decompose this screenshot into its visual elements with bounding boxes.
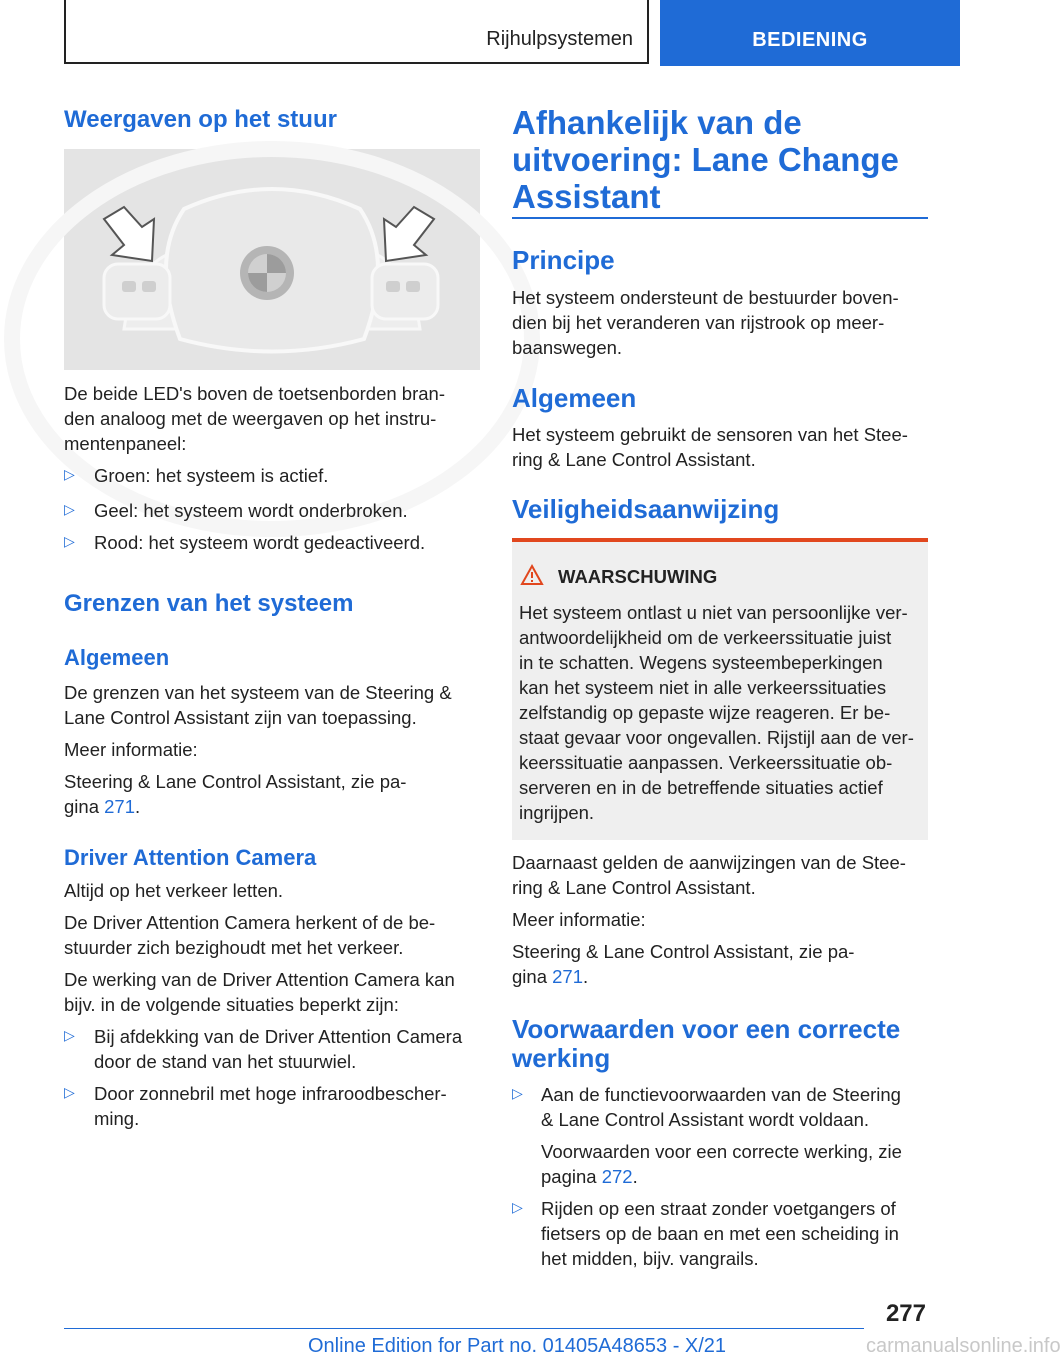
lane-change-heading-line-2: uitvoering: Lane Change	[512, 141, 899, 178]
warning-line-4: kan het systeem niet in alle verkeerssituaties	[519, 677, 887, 698]
chapter-tab-label: BEDIENING	[752, 29, 868, 51]
warning-line-8: serveren en in de betreffende situaties actief	[519, 777, 883, 798]
general-heading: Algemeen	[512, 383, 637, 413]
dac-item-1-line-1: Bij afdekking van de Driver Attention Camera	[94, 1026, 463, 1047]
dac-item-2-line-1: Door zonnebril met hoge infraroodbescher-	[94, 1083, 447, 1104]
dac-text-1: Altijd op het verkeer letten.	[64, 880, 284, 901]
led-intro-line-3: mentenpaneel:	[64, 433, 187, 454]
ref-line-2-right	[512, 964, 588, 989]
cond-sub-prefix: pagina	[541, 1166, 602, 1187]
cond-item-2-line-3: het midden, bijv. vangrails.	[541, 1248, 759, 1269]
status-item-red: Rood: het systeem wordt gedeactiveerd.	[94, 532, 426, 553]
principle-line-3: baanswegen.	[512, 337, 623, 358]
dac-text-3-line-1: De werking van de Driver Attention Camera kan	[64, 969, 455, 990]
more-info-label: Meer informatie:	[64, 739, 198, 760]
more-info-label-right: Meer informatie:	[512, 909, 646, 930]
page-link-272[interactable]: 272	[601, 1166, 633, 1187]
led-intro-line-2: den analoog met de weergaven op het instru-	[64, 408, 437, 429]
driver-attention-heading: Driver Attention Camera	[64, 845, 317, 870]
footer-rule	[64, 1328, 864, 1329]
conditions-heading-line-2: werking	[512, 1043, 611, 1073]
safety-heading: Veiligheidsaanwijzing	[512, 494, 780, 524]
principle-line-1: Het systeem ondersteunt de bestuurder boven-	[512, 287, 899, 308]
warning-box	[512, 538, 928, 840]
ref-line-1: Steering & Lane Control Assistant, zie pa-	[64, 771, 407, 792]
cond-item-1-line-1: Aan de functievoorwaarden van de Steering	[541, 1084, 901, 1105]
page-link-271-right[interactable]: 271	[552, 966, 583, 987]
section-title: Rijhulpsystemen	[486, 28, 633, 50]
status-item-green: Groen: het systeem is actief.	[94, 465, 329, 486]
steering-wheel-illustration	[64, 149, 480, 370]
cond-item-1-sub-line-1: Voorwaarden voor een correcte werking, zie	[541, 1141, 902, 1162]
bullet-triangle-icon: ▷	[64, 1084, 75, 1100]
general-line-2: ring & Lane Control Assistant.	[512, 449, 756, 470]
ref-prefix: gina	[64, 796, 105, 817]
chapter-tab[interactable]	[660, 0, 960, 66]
warning-line-6: staat gevaar voor ongevallen. Rijstijl aan de ver-	[519, 727, 914, 748]
watermark: carmanualsonline.info	[866, 1335, 1061, 1357]
principle-line-2: dien bij het veranderen van rijstrook op meer-	[512, 312, 885, 333]
dac-text-3-line-2: bijv. in de volgende situaties beperkt zijn:	[64, 994, 399, 1015]
heading-rule	[512, 217, 928, 219]
bullet-triangle-icon: ▷	[512, 1085, 523, 1101]
cond-item-1-line-2: & Lane Control Assistant wordt voldaan.	[541, 1109, 870, 1130]
page-number: 277	[885, 1300, 926, 1327]
warning-triangle-icon	[520, 564, 544, 586]
cond-item-1-sub-line-2	[541, 1164, 638, 1189]
lane-change-heading-line-1: Afhankelijk van de	[512, 104, 802, 141]
limits-general-heading: Algemeen	[64, 645, 170, 670]
bullet-triangle-icon: ▷	[64, 533, 75, 549]
ref-suffix: .	[135, 796, 141, 817]
warning-line-7: keerssituatie aanpassen. Verkeerssituatie ob-	[519, 752, 893, 773]
ref-suffix-right: .	[583, 966, 589, 987]
ref-line-1-right: Steering & Lane Control Assistant, zie pa-	[512, 941, 855, 962]
dac-item-2-line-2: ming.	[94, 1108, 140, 1129]
status-item-yellow: Geel: het systeem wordt onderbroken.	[94, 500, 408, 521]
dac-text-2-line-2: stuurder zich bezighoudt met het verkeer.	[64, 937, 404, 958]
lane-change-heading-line-3: Assistant	[512, 178, 661, 215]
page-link-271[interactable]: 271	[104, 796, 135, 817]
warning-label: WAARSCHUWING	[558, 566, 718, 587]
cond-item-2-line-1: Rijden op een straat zonder voetgangers of	[541, 1198, 896, 1219]
dac-text-2-line-1: De Driver Attention Camera herkent of de be-	[64, 912, 436, 933]
limits-text-line-1: De grenzen van het systeem van de Steering &	[64, 682, 452, 703]
general-line-1: Het systeem gebruikt de sensoren van het Stee-	[512, 424, 908, 445]
also-line-1: Daarnaast gelden de aanwijzingen van de Stee-	[512, 852, 906, 873]
also-line-2: ring & Lane Control Assistant.	[512, 877, 756, 898]
bullet-triangle-icon: ▷	[64, 501, 75, 517]
warning-line-2: antwoordelijkheid om de verkeerssituatie juist	[519, 627, 892, 648]
limits-text-line-2: Lane Control Assistant zijn van toepassing.	[64, 707, 417, 728]
footer-edition: Online Edition for Part no. 01405A48653 - X/21	[308, 1335, 727, 1357]
warning-line-3: in te schatten. Wegens systeembeperkingen	[519, 652, 883, 673]
principle-heading: Principe	[512, 245, 615, 275]
steering-display-heading: Weergaven op het stuur	[64, 106, 337, 133]
ref-line-2	[64, 794, 140, 819]
system-limits-heading: Grenzen van het systeem	[64, 590, 354, 617]
ref-prefix-right: gina	[512, 966, 553, 987]
cond-item-2-line-2: fietsers op de baan en met een scheiding in	[541, 1223, 899, 1244]
cond-sub-suffix: .	[632, 1166, 638, 1187]
warning-line-5: zelfstandig op gepaste wijze reageren. Er be-	[519, 702, 891, 723]
dac-item-1-line-2: door de stand van het stuurwiel.	[94, 1051, 357, 1072]
bullet-triangle-icon: ▷	[64, 466, 75, 482]
bullet-triangle-icon: ▷	[64, 1027, 75, 1043]
steering-wheel-figure	[64, 149, 480, 370]
header-frame	[64, 0, 649, 64]
warning-line-1: Het systeem ontlast u niet van persoonlijke ver-	[519, 602, 908, 623]
bullet-triangle-icon: ▷	[512, 1199, 523, 1215]
conditions-heading-line-1: Voorwaarden voor een correcte	[512, 1014, 901, 1044]
led-intro-line-1: De beide LED's boven de toetsenborden bran-	[64, 383, 445, 404]
warning-line-9: ingrijpen.	[519, 802, 595, 823]
